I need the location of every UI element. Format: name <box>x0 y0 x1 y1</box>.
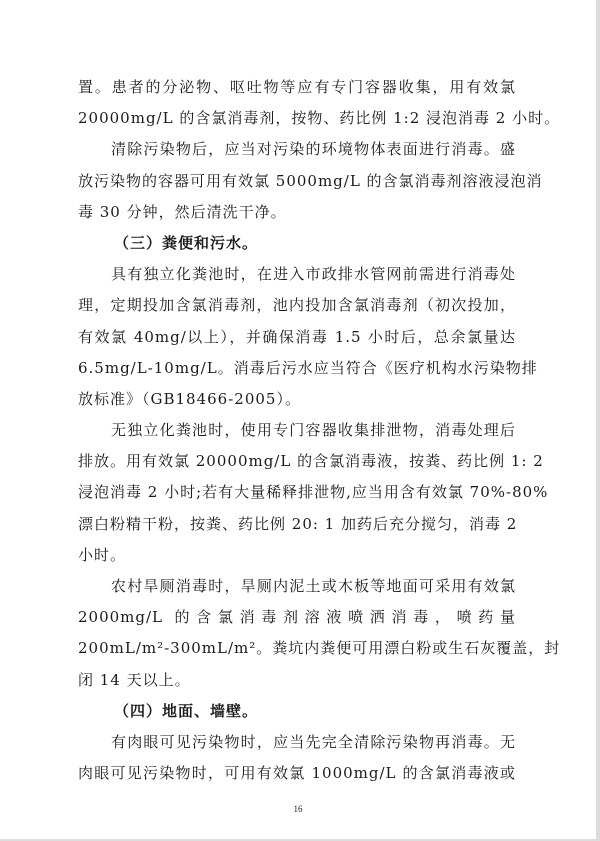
text-line: 20000mg/L 的含氯消毒剂，按物、药比例 1:2 浸泡消毒 2 小时。 <box>78 109 561 128</box>
paragraph-start-line: 清除污染物后，应当对污染的环境物体表面进行消毒。盛 <box>111 140 516 159</box>
text-line: 200mL/m²-300mL/m²。粪坑内粪便可用漂白粉或生石灰覆盖，封 <box>78 639 561 658</box>
paragraph-start-line: 具有独立化粪池时，在进入市政排水管网前需进行消毒处 <box>111 265 516 284</box>
text-line: 肉眼可见污染物时，可用有效氯 1000mg/L 的含氯消毒液或 <box>78 764 516 783</box>
text-line: 排放。用有效氯 20000mg/L 的含氯消毒液，按粪、药比例 1: 2 <box>78 452 544 471</box>
text-line: 放标准》（GB18466-2005）。 <box>78 389 301 408</box>
text-line: 放污染物的容器可用有效氯 5000mg/L 的含氯消毒剂溶液浸泡消 <box>78 171 543 190</box>
paragraph-start-line: 有肉眼可见污染物时，应当先完全清除污染物再消毒。无 <box>111 732 516 751</box>
text-line: 2000mg/L 的含氯消毒剂溶液喷洒消毒，喷药量 <box>78 608 516 627</box>
document-body <box>78 72 561 789</box>
page-edge-shadow <box>596 0 600 841</box>
text-line: 浸泡消毒 2 小时;若有大量稀释排泄物,应当用含有效氯 70%-80% <box>78 483 549 502</box>
text-line: 置。患者的分泌物、呕吐物等应有专门容器收集，用有效氯 <box>78 78 516 96</box>
page-number: 16 <box>293 804 303 814</box>
text-line: 漂白粉精干粉，按粪、药比例 20: 1 加药后充分搅匀，消毒 2 <box>78 514 518 533</box>
section-heading-3: （三）粪便和污水。 <box>114 233 259 252</box>
section-heading-4: （四）地面、墙壁。 <box>114 701 259 720</box>
text-line: 小时。 <box>78 545 127 564</box>
text-line: 理，定期投加含氯消毒剂，池内投加含氯消毒剂（初次投加， <box>78 296 516 315</box>
paragraph-start-line: 无独立化粪池时，使用专门容器收集排泄物，消毒处理后 <box>111 421 516 440</box>
text-line: 6.5mg/L-10mg/L。消毒后污水应当符合《医疗机构水污染物排 <box>78 358 538 377</box>
text-line: 毒 30 分钟，然后清洗干净。 <box>78 202 287 221</box>
text-line: 闭 14 天以上。 <box>78 670 191 689</box>
paragraph-start-line: 农村旱厕消毒时，旱厕内泥土或木板等地面可采用有效氯 <box>111 577 516 595</box>
text-line: 有效氯 40mg/以上），并确保消毒 1.5 小时后，总余氯量达 <box>78 327 516 346</box>
